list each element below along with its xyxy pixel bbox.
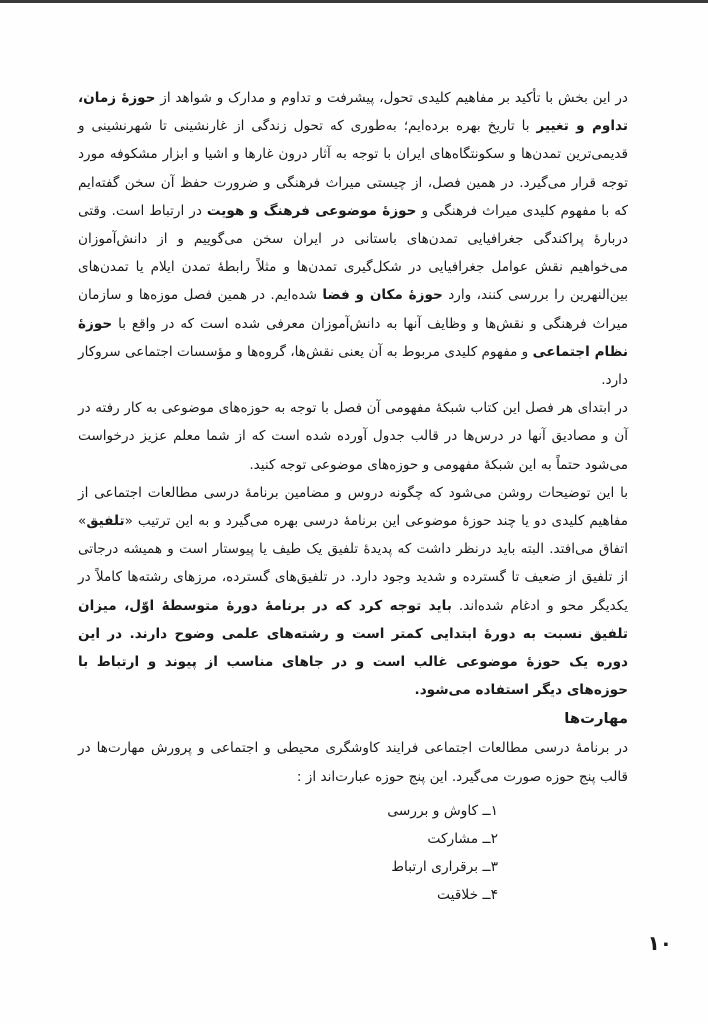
- list-item: ۴ــ خلاقیت: [437, 887, 498, 904]
- top-border: [0, 0, 708, 3]
- text-run: با این توضیحات روشن می‌شود که چگونه دروس و مضامین برنامهٔ درسی مطالعات اجتماعی از مفاهیم کلیدی دو یا چند حوزهٔ موضوعی این برنامهٔ درسی بهره می‌گیرد و به این ترتیب «: [78, 484, 628, 530]
- paragraph-skills-intro: در برنامهٔ درسی مطالعات اجتماعی فرایند کاوشگری محیطی و اجتماعی و پرورش مهارت‌ها در قالب پنج حوزه صورت می‌گیرد. این پنج حوزه عبارت‌اند از :: [78, 740, 628, 785]
- bold-phrase: حوزهٔ مکان و فضا: [322, 287, 443, 304]
- text-run: در این بخش با تأکید بر مفاهیم کلیدی تحول، پیشرفت و تداوم و مدارک و شواهد از: [155, 90, 628, 106]
- text-run: در ابتدای هر فصل این کتاب شبکهٔ مفهومی آن فصل با توجه به حوزه‌های موضوعی به کار رفته در آن و مصادیق آنها در درس‌ها در قالب جدول آورده شده است که از شما معلم عزیز درخواست می‌شود حتماً به این شبکهٔ مفهومی و حوزه‌های موضوعی توجه کنید.: [78, 400, 628, 473]
- paragraph-concept-network: [78, 394, 628, 479]
- bold-phrase: حوزهٔ نظام اجتماعی: [78, 315, 628, 360]
- page-body: [78, 84, 628, 910]
- list-item: ۱ــ کاوش و بررسی: [387, 802, 498, 819]
- page-number: ۱۰: [647, 931, 672, 955]
- text-run: در ارتباط است. وقتی دربارهٔ پراکندگی جغرافیایی تمدن‌های باستانی در ایران سخن می‌گوییم و از دانش‌آموزان می‌خواهیم نقش عوامل جغرافیایی در شکل‌گیری تمدن‌ها و مثلاً رابطهٔ تمدن ایلام یا تمدن‌های بین‌النهرین را بررسی کنند، وارد: [78, 202, 629, 304]
- text-run: شده‌ایم. در همین فصل موزه‌ها و سازمان میراث فرهنگی و نقش‌ها و وظایف آنها به دانش‌آموزان معرفی شده است که در واقع با: [78, 287, 628, 332]
- paragraph-intro: [78, 84, 628, 394]
- bold-phrase: حوزهٔ موضوعی فرهنگ و هویت: [206, 202, 417, 219]
- section-heading-skills: مهارت‌ها: [564, 710, 628, 728]
- list-item: ۳ــ برقراری ارتباط: [391, 859, 498, 876]
- bold-phrase: تلفیق: [86, 513, 125, 530]
- text-run: با تاریخ بهره برده‌ایم؛ به‌طوری که تحول زندگی از غارنشینی تا شهرنشینی و قدیمی‌ترین تمدن‌ها و سکونتگاه‌های ایران با توجه به آثار درون غارها و اشیا و ابزار مشکوفه مورد توجه قرار می‌گیرد. در همین فصل، از چیستی میراث فرهنگی و ضرورت حفظ آن سخن گفته‌ایم که با مفهوم کلیدی میراث فرهنگی و: [78, 118, 628, 219]
- skills-list: [78, 797, 628, 910]
- paragraph-integration: [78, 479, 628, 705]
- text-run: » اتفاق می‌افتد. البته باید درنظر داشت که پدیدهٔ تلفیق یک طیف یا پیوستار است و همیشه درجاتی از تلفیق از ضعیف تا گسترده و شدید وجود دارد. در تلفیق‌های گسترده، مرزهای رشته‌ها کاملاً در یکدیگر محو و ادغام شده‌اند.: [78, 513, 628, 614]
- list-item: ۲ــ مشارکت: [427, 831, 498, 848]
- bold-phrase: حوزهٔ زمان، تداوم و تغییر: [78, 90, 628, 135]
- bold-phrase: باید توجه کرد که در برنامهٔ دورهٔ متوسطهٔ اوّل، میزان تلفیق نسبت به دورهٔ ابتدایی کمتر است و رشته‌های علمی وضوح دارند. در این دوره یک حوزهٔ موضوعی غالب است و در جاهای مناسب از پیوند و ارتباط با حوزه‌های دیگر استفاده می‌شود.: [78, 597, 628, 699]
- text-run: و مفهوم کلیدی مربوط به آن یعنی نقش‌ها، گروه‌ها و مؤسسات اجتماعی سروکار دارد.: [78, 343, 628, 389]
